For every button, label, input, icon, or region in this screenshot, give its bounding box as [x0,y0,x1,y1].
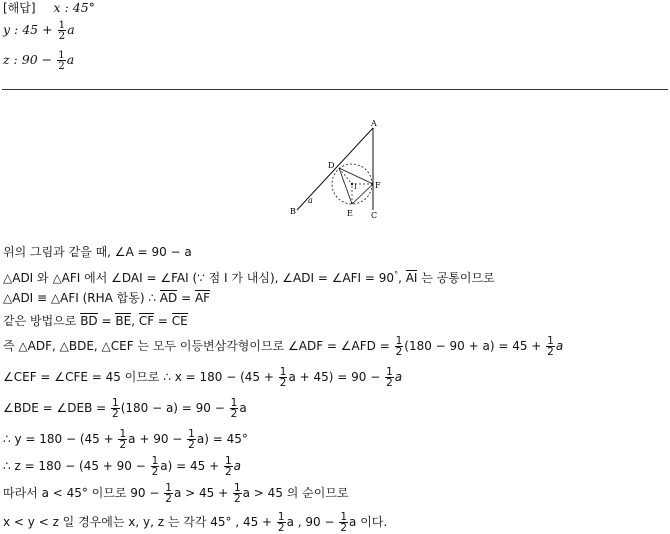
overline-af: AF [194,291,211,305]
overline-cf: CF [138,314,155,328]
fraction-half: $\frac{1}{2}$ [151,455,159,478]
label-c: C [371,211,378,220]
fraction-half: $\frac{1}{2}$ [386,366,393,389]
fraction-half: $\frac{1}{2}$ [279,366,287,389]
answer-z: z : 90 − $\frac{1}{2}$ a [3,49,75,72]
fraction-half: $\frac{1}{2}$ [395,335,403,358]
fraction-half: $\frac{1}{2}$ [230,397,238,420]
answer-y: y : 45 + $\frac{1}{2}$ a [3,19,75,42]
label-e: E [347,209,353,218]
solution-line-1: 위의 그림과 같을 때, ∠A = 90 − a [3,245,192,259]
answer-y-prefix: y : 45 + [3,22,57,37]
fraction-half: $\frac{1}{2}$ [233,482,241,505]
fraction-half: $\frac{1}{2}$ [340,511,348,534]
solution-line-7: ∠BDE = ∠DEB = $\frac{1}{2}$ (180 − a) = 90 − $\frac{1}{2}$ a [3,397,247,420]
label-d: D [328,161,335,170]
overline-ai: AI [405,271,418,285]
label-a: A [371,119,377,128]
fraction-half: $\frac{1}{2}$ [188,428,195,451]
label-b: B [290,207,296,216]
solution-line-4: 같은 방법으로 BD = BE, CF = CE [3,314,188,328]
overline-be: BE [115,314,132,328]
answer-x: x : 45° [53,0,95,15]
solution-line-10: 따라서 a < 45° 이므로 90 − $\frac{1}{2}$ a > 45 + $\frac{1}{2}$ a > 45 의 순이므로 [3,482,349,505]
segment-di [339,168,352,184]
fraction-half: $\frac{1}{2}$ [119,428,127,451]
fraction-half: $\frac{1}{2}$ [58,19,66,42]
solution-line-11: x < y < z 일 경우에는 x, y, z 는 각각 45° , 45 + $\frac{1}{2}$ a , 90 − $\frac{1}{2}$ a 이다. [3,511,388,534]
label-angle-a: a [308,196,313,205]
incenter-point [351,183,353,185]
label-f: F [375,181,381,190]
answer-z-prefix: z : 90 − [3,52,57,67]
answer-header [3,0,95,16]
fraction-half: $\frac{1}{2}$ [112,397,119,420]
solution-line-8: ∴ y = 180 − (45 + $\frac{1}{2}$ a + 90 − $\frac{1}{2}$ a) = 45° [3,428,248,451]
overline-bd: BD [80,314,98,328]
overline-ad: AD [159,291,178,305]
divider-rule [2,89,668,90]
answer-tag: [해답] [3,1,36,15]
triangle-incircle-figure [285,118,395,222]
fraction-half: $\frac{1}{2}$ [58,49,65,72]
solution-line-2: △ADI 와 △AFI 에서 ∠DAI = ∠FAI (∵ 점 I 가 내심), ∠ADI = ∠AFI = 90°, AI 는 공통이므로 [3,270,495,285]
solution-line-5: 즉 △ADF, △BDE, △CEF 는 모두 이등변삼각형이므로 ∠ADF = ∠AFD = $\frac{1}{2}$ (180 − 90 + a) = 45 + $\frac{1}{2}$ a [3,335,564,358]
overline-ce: CE [171,314,188,328]
solution-line-9: ∴ z = 180 − (45 + 90 − $\frac{1}{2}$ a) = 45 + $\frac{1}{2}$ a [3,455,242,478]
fraction-half: $\frac{1}{2}$ [165,482,172,505]
label-i: I [354,183,357,191]
fraction-half: $\frac{1}{2}$ [277,511,285,534]
fraction-half: $\frac{1}{2}$ [547,335,554,358]
solution-line-6: ∠CEF = ∠CFE = 45 이므로 ∴ x = 180 − (45 + $\frac{1}{2}$ a + 45) = 90 − $\frac{1}{2}$ a [3,366,403,389]
fraction-half: $\frac{1}{2}$ [224,455,232,478]
solution-line-3: △ADI ≡ △AFI (RHA 합동) ∴ AD = AF [3,291,211,305]
